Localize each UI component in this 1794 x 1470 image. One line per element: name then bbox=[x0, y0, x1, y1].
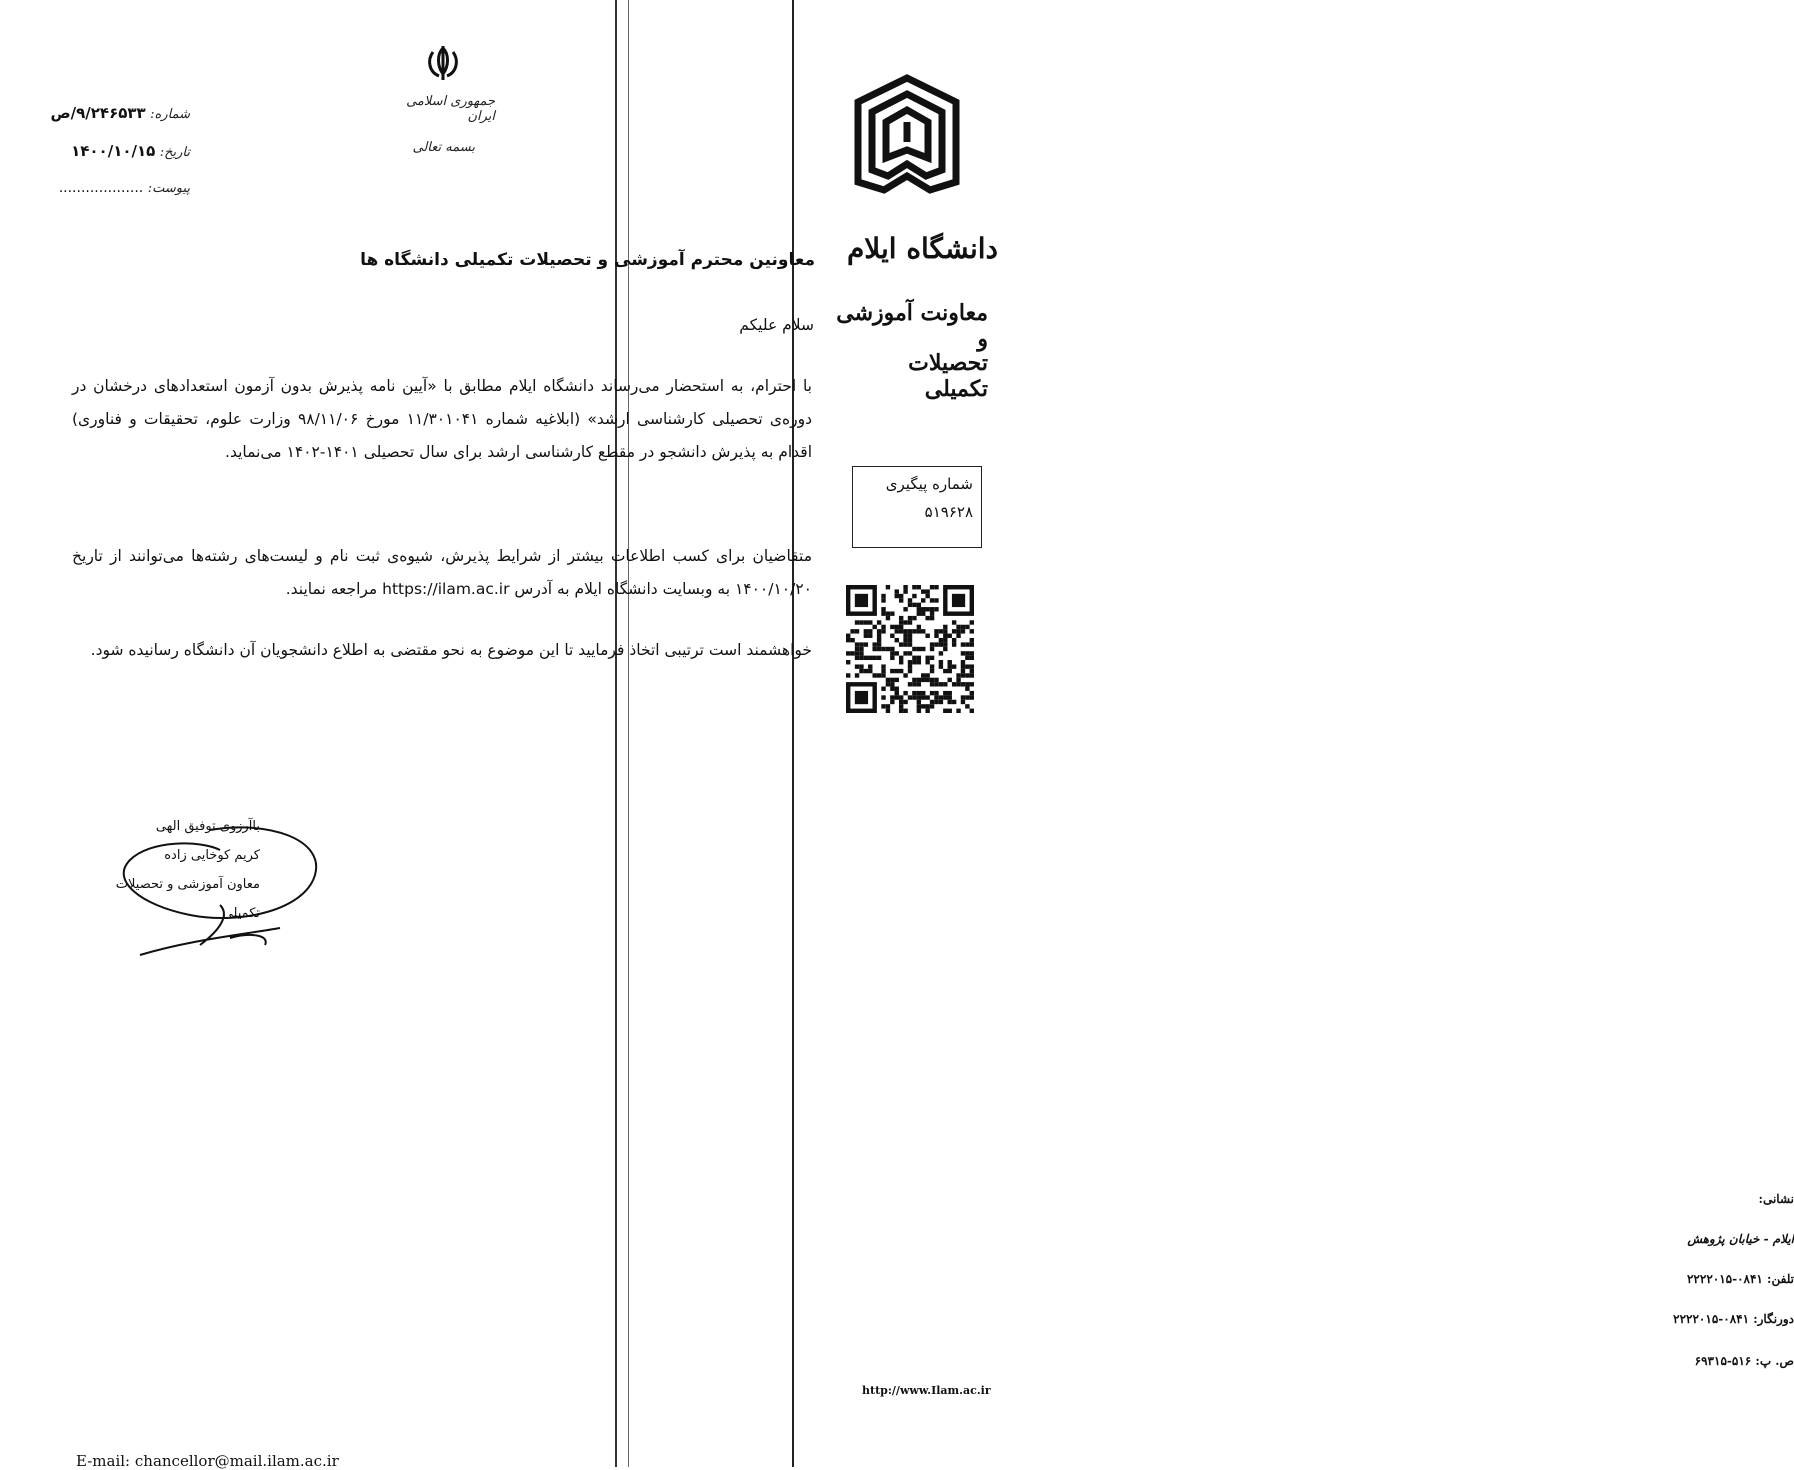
date-value: ۱۴۰۰/۱۰/۱۵ bbox=[71, 142, 156, 160]
tracking-number: ۵۱۹۶۲۸ bbox=[924, 503, 973, 521]
po-box: ص. پ: ۵۱۶-۶۹۳۱۵ bbox=[1694, 1354, 1794, 1368]
address-value: ایلام - خیابان پژوهش bbox=[1687, 1232, 1794, 1246]
fax-number: دورنگار: ۰۸۴۱-۲۲۲۲۰۱۵ bbox=[1673, 1312, 1794, 1326]
department-line-2: تحصیلات تکمیلی bbox=[908, 350, 988, 402]
scan-fold-line-2 bbox=[628, 0, 629, 1467]
recipient-line: معاونین محترم آموزشی و تحصیلات تکمیلی دانشگاه ها bbox=[360, 250, 815, 270]
letter-date-row bbox=[30, 142, 190, 160]
phone-number: تلفن: ۰۸۴۱-۲۲۲۲۰۱۵ bbox=[1686, 1272, 1794, 1286]
greeting: سلام علیکم bbox=[739, 316, 814, 334]
signature-name: کریم کوخایی زاده bbox=[164, 848, 260, 863]
handwritten-signature bbox=[100, 820, 330, 960]
iran-emblem-icon bbox=[425, 44, 461, 82]
country-name: جمهوری اسلامی ایران bbox=[406, 94, 495, 124]
signature-closing: باآرزوی توفیق الهی bbox=[155, 819, 260, 834]
department-line-1: معاونت آموزشی و bbox=[836, 300, 988, 352]
number-value: ۹/۲۴۶۵۳۳/ص bbox=[50, 104, 146, 122]
university-logo-icon bbox=[850, 72, 965, 197]
university-sidebar bbox=[798, 0, 1794, 1467]
number-label: شماره: bbox=[150, 107, 190, 122]
letter-attachment-row bbox=[30, 180, 190, 196]
basmala: بسمه تعالی bbox=[412, 140, 475, 155]
signature-title: معاون آموزشی و تحصیلات تکمیلی bbox=[115, 877, 260, 921]
attachment-value: ................... bbox=[58, 180, 144, 196]
paragraph-1: با احترام، به استحضار می‌رساند دانشگاه ایلام مطابق با «آیین نامه پذیرش بدون آزمون استعدادهای درخشان در دوره‌ی تحصیلی کارشناسی ارشد» (ابلاغیه شماره ۱۱/۳۰۱۰۴۱ مورخ ۹۸/۱۱/۰۶ وزارت علوم، تحقیقات و فناوری) اقدام به پذیرش دانشجو در مقطع کارشناسی ارشد برای سال تحصیلی ۱۴۰۱-۱۴۰۲ می‌نماید. bbox=[72, 377, 812, 461]
letter-number-row bbox=[30, 104, 190, 122]
attachment-label: پیوست: bbox=[147, 181, 190, 196]
university-name: دانشگاه ایلام bbox=[846, 232, 998, 265]
date-label: تاریخ: bbox=[159, 145, 190, 160]
qr-code-icon bbox=[846, 585, 974, 713]
paragraph-2: متقاضیان برای کسب اطلاعات بیشتر از شرایط پذیرش، شیوه‌ی ثبت نام و لیست‌های رشته‌ها می‌توانند از تاریخ ۱۴۰۰/۱۰/۲۰ به وبسایت دانشگاه ایلام به آدرس https://ilam.ac.ir مراجعه نمایند. bbox=[72, 547, 812, 598]
scan-fold-line bbox=[615, 0, 617, 1467]
paragraph-3: خواهشمند است ترتیبی اتخاذ فرمایید تا این موضوع به نحو مقتضی به اطلاع دانشجویان آن دانشگاه رسانیده شود. bbox=[90, 641, 812, 659]
tracking-box bbox=[852, 466, 982, 548]
website-link[interactable]: http://www.Ilam.ac.ir bbox=[862, 1384, 991, 1397]
footer-email: E-mail: chancellor@mail.ilam.ac.ir bbox=[76, 1452, 339, 1470]
address-label: نشانی: bbox=[1758, 1192, 1794, 1206]
tracking-label: شماره پیگیری bbox=[885, 475, 973, 493]
scan-edge-line bbox=[792, 0, 794, 1467]
